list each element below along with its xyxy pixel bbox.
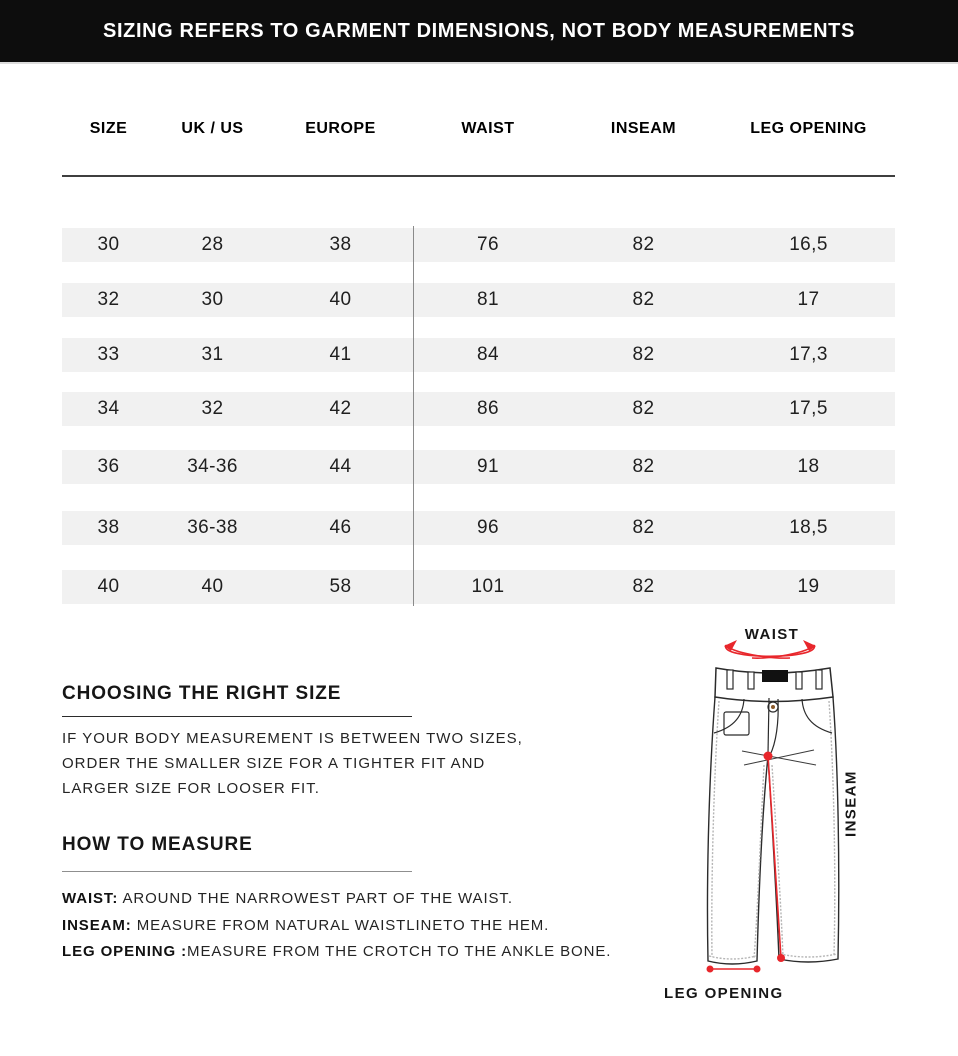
how-to-measure-rule — [62, 871, 412, 872]
table-cell: 32 — [97, 289, 120, 310]
top-banner — [0, 0, 958, 62]
table-row — [62, 450, 895, 484]
column-header-europe: EUROPE — [305, 120, 376, 137]
measure-desc: AROUND THE NARROWEST PART OF THE WAIST. — [118, 890, 513, 907]
column-header-waist: WAIST — [461, 120, 515, 137]
table-cell: 28 — [201, 234, 224, 255]
waist-arrow — [726, 645, 815, 658]
table-cell: 33 — [97, 344, 120, 365]
paragraph-line: LARGER SIZE FOR LOOSER FIT. — [62, 780, 320, 797]
table-cell: 84 — [477, 344, 499, 365]
choosing-size-heading: CHOOSING THE RIGHT SIZE — [62, 683, 342, 704]
table-cell: 32 — [201, 398, 224, 419]
banner-text: SIZING REFERS TO GARMENT DIMENSIONS, NOT BODY MEASUREMENTS — [103, 19, 855, 42]
table-cell: 82 — [632, 234, 655, 255]
column-header-size: SIZE — [89, 120, 128, 137]
measure-term: WAIST: — [62, 890, 119, 907]
table-cell: 19 — [797, 576, 820, 597]
measure-desc: MEASURE FROM THE CROTCH TO THE ANKLE BONE. — [187, 943, 612, 960]
table-cell: 38 — [97, 517, 120, 538]
leg-opening-dot-left — [707, 966, 714, 973]
leg-opening-dot-right — [754, 966, 761, 973]
how-to-measure-list — [62, 886, 682, 966]
table-row — [62, 570, 895, 604]
measure-desc: MEASURE FROM NATURAL WAISTLINETO THE HEM. — [131, 916, 550, 934]
table-cell: 17,5 — [789, 398, 828, 419]
column-header-inseam: INSEAM — [610, 120, 677, 137]
table-column-divider — [413, 226, 414, 606]
measure-term: INSEAM: — [62, 916, 132, 934]
leg-opening-diagram-label: LEG OPENING — [664, 985, 784, 1002]
table-cell: 31 — [201, 344, 224, 365]
inseam-end-dot — [777, 954, 785, 962]
measure-item-waist — [62, 886, 682, 913]
table-cell: 40 — [201, 576, 224, 597]
choosing-size-rule — [62, 716, 412, 717]
choosing-size-paragraph — [62, 726, 622, 801]
jeans-illustration — [640, 615, 958, 1015]
banner-divider — [0, 62, 958, 64]
table-header-row — [62, 112, 895, 146]
waist-diagram-label: WAIST — [744, 626, 800, 643]
table-row — [62, 338, 895, 372]
table-cell: 30 — [97, 234, 120, 255]
table-cell: 76 — [477, 234, 499, 255]
table-row — [62, 228, 895, 262]
measure-item-leg-opening — [62, 939, 682, 966]
table-cell: 101 — [471, 576, 505, 597]
table-cell: 38 — [329, 234, 352, 255]
table-cell: 34 — [97, 398, 120, 419]
table-row — [62, 511, 895, 545]
table-cell: 44 — [329, 456, 352, 477]
table-cell: 91 — [477, 456, 499, 477]
table-cell: 36-38 — [187, 517, 238, 538]
table-cell: 16,5 — [789, 234, 828, 255]
measure-term: LEG OPENING : — [62, 943, 188, 960]
button-center — [771, 705, 775, 709]
table-cell: 46 — [329, 517, 352, 538]
table-cell: 81 — [477, 289, 499, 310]
column-header-leg-opening: LEG OPENING — [750, 120, 867, 137]
table-cell: 42 — [329, 398, 352, 419]
table-cell: 58 — [329, 576, 352, 597]
table-cell: 82 — [632, 576, 655, 597]
paragraph-line: IF YOUR BODY MEASUREMENT IS BETWEEN TWO SIZES, — [62, 730, 523, 747]
brand-label — [762, 670, 788, 682]
table-row — [62, 392, 895, 426]
crotch-dot — [764, 752, 773, 761]
column-header-ukus: UK / US — [181, 120, 244, 137]
inseam-diagram-label: INSEAM — [842, 770, 860, 838]
table-cell: 96 — [477, 517, 499, 538]
how-to-measure-heading: HOW TO MEASURE — [62, 834, 253, 855]
table-cell: 30 — [201, 289, 224, 310]
table-cell: 82 — [632, 344, 655, 365]
table-cell: 34-36 — [187, 456, 238, 477]
table-cell: 36 — [97, 456, 120, 477]
table-cell: 17 — [797, 289, 820, 310]
table-row — [62, 283, 895, 317]
table-cell: 18,5 — [789, 517, 828, 538]
paragraph-line: ORDER THE SMALLER SIZE FOR A TIGHTER FIT AND — [62, 755, 486, 772]
table-cell: 41 — [329, 344, 352, 365]
table-cell: 82 — [632, 289, 655, 310]
table-cell: 82 — [632, 398, 655, 419]
table-cell: 86 — [477, 398, 499, 419]
table-cell: 17,3 — [789, 344, 828, 365]
measure-item-inseam — [62, 913, 682, 940]
table-cell: 40 — [329, 289, 352, 310]
table-cell: 82 — [632, 517, 655, 538]
table-cell: 18 — [797, 456, 820, 477]
table-header-rule — [62, 175, 895, 177]
table-cell: 40 — [97, 576, 120, 597]
table-cell: 82 — [632, 456, 655, 477]
